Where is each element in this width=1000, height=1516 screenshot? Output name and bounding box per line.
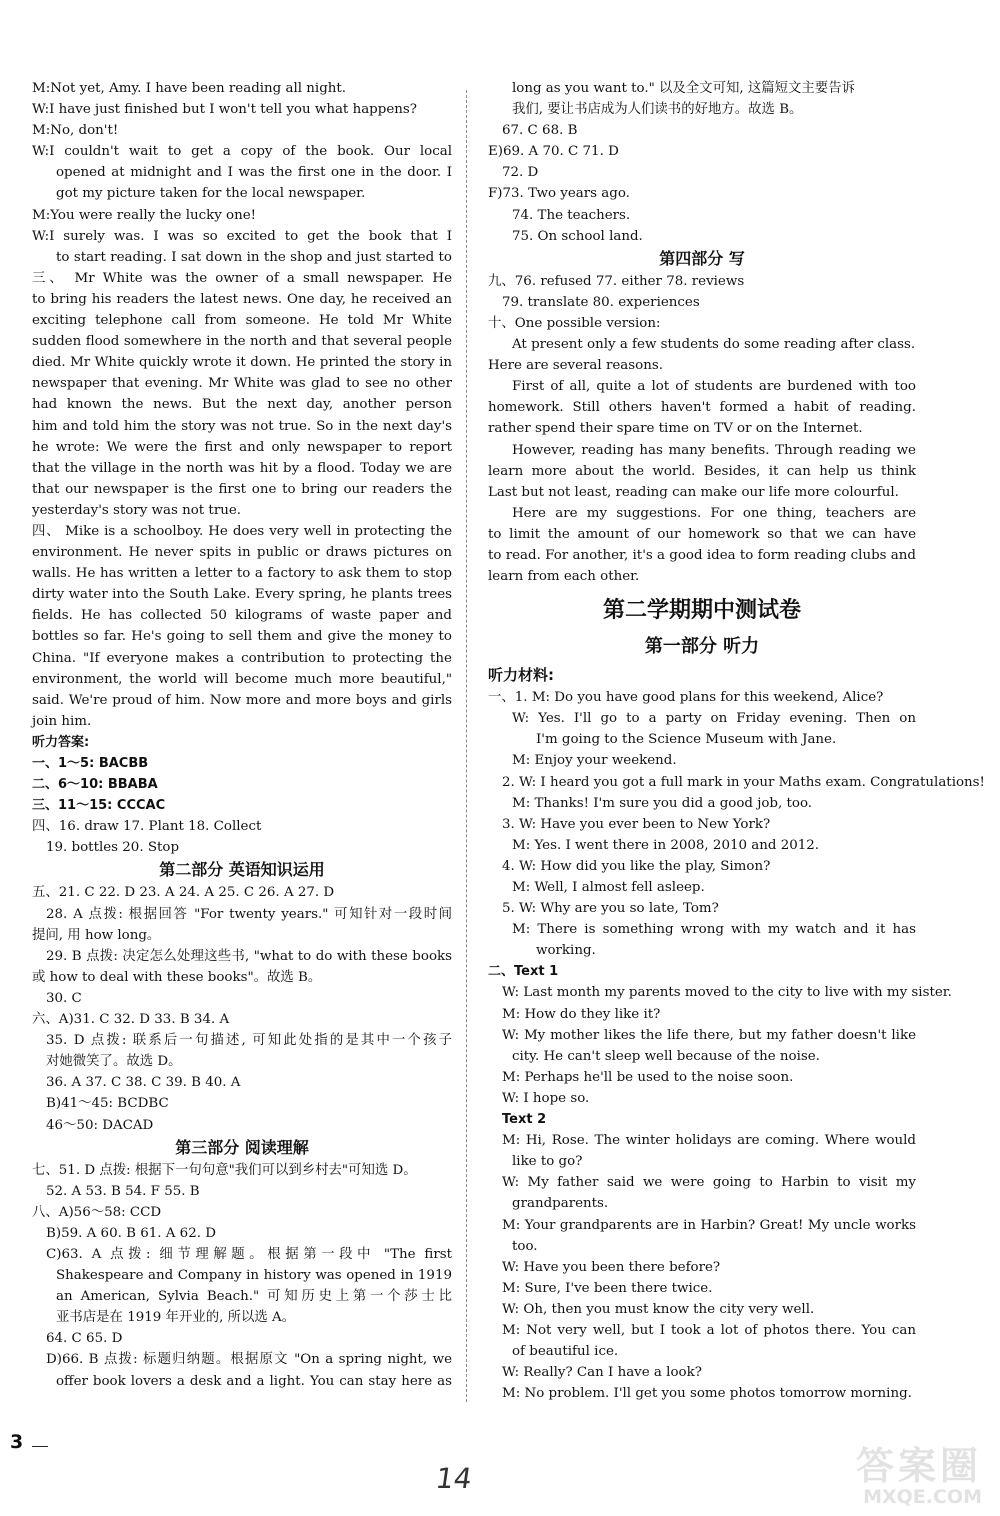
watermark-logo <box>802 1446 982 1512</box>
text-line: to read. For another, it's a good idea to form reading clubs and <box>488 547 916 563</box>
text-line: offer book lovers a desk and a light. You can stay here as <box>56 1373 452 1389</box>
text-line: 四、16. draw 17. Plant 18. Collect <box>32 819 262 835</box>
text-line: 对她微笑了。故选 D。 <box>46 1054 182 1070</box>
text-line: M:Not yet, Amy. I have been reading all night. <box>32 81 347 96</box>
text-line: to bring his readers the latest news. One day, he received an <box>32 291 452 307</box>
text-line: exciting telephone call from someone. He told Mr White <box>32 313 452 329</box>
column-divider <box>466 90 467 1402</box>
left-column <box>32 78 452 1392</box>
text-line: F)73. Two years ago. <box>488 186 630 202</box>
text-line: M: Well, I almost fell asleep. <box>512 880 705 895</box>
text-line: 十、One possible version: <box>488 315 661 331</box>
text-line: that our newspaper is the first one to bring our readers the <box>32 481 452 497</box>
text-line: W: I hope so. <box>502 1090 590 1106</box>
text-line: 19. bottles 20. Stop <box>46 840 180 856</box>
watermark-url: MXQE.COM <box>863 1486 982 1508</box>
text-line: got my picture taken for the local newspaper. <box>56 186 366 202</box>
page-number-rule <box>32 1446 48 1447</box>
text-line: 八、A)56～58: CCD <box>32 1204 162 1220</box>
text-line: Here are several reasons. <box>488 358 663 374</box>
text-line: 30. C <box>46 990 82 1006</box>
text-line: to limit the amount of our homework so that we can have <box>488 526 916 542</box>
text-line: yesterday's story was not true. <box>32 502 242 518</box>
text-line: W: My father said we were going to Harbin to visit my <box>502 1175 916 1191</box>
text-line: W: Yes. I'll go to a party on Friday evening. Then on <box>512 711 916 727</box>
text-line: 35. D 点拨: 联系后一句描述, 可知此处指的是其中一个孩子 <box>46 1033 452 1049</box>
text-line: 三、11～15: CCCAC <box>32 798 166 814</box>
text-line: 29. B 点拨: 决定怎么处理这些书, "what to do with these books <box>46 948 452 964</box>
text-line: rather spend their spare time on TV or on the Internet. <box>488 421 863 437</box>
text-line: to start reading. I sat down in the shop and just started to <box>56 249 452 265</box>
section-heading: 第四部分 写 <box>659 248 745 268</box>
text-line: long as you want to." 以及全文可知, 这篇短文主要告诉 <box>512 81 855 96</box>
text-line: At present only a few students do some reading after class. <box>512 337 916 353</box>
text-line: M: Enjoy your weekend. <box>512 753 677 769</box>
text-line: W: Really? Can I have a look? <box>502 1365 702 1381</box>
text-line: 75. On school land. <box>512 228 643 244</box>
text-line: 九、76. refused 77. either 78. reviews <box>488 273 745 289</box>
text-line: him and told him the story was not true. So in the next day's <box>32 418 452 434</box>
text-line: 2. W: I heard you got a full mark in your Maths exam. Congratulations! <box>502 774 985 790</box>
text-line: 79. translate 80. experiences <box>502 294 700 310</box>
text-line: M: Sure, I've been there twice. <box>502 1280 713 1296</box>
text-line: M: Thanks! I'm sure you did a good job, too. <box>512 795 813 811</box>
text-line: city. He can't sleep well because of the noise. <box>512 1048 820 1064</box>
text-line: Shakespeare and Company in history was opened in 1919 <box>56 1268 452 1284</box>
text-line: 3. W: Have you ever been to New York? <box>502 816 771 832</box>
section-heading: 第二部分 英语知识运用 <box>159 860 325 880</box>
text-line: China. "If everyone makes a contribution to protecting the <box>32 650 452 666</box>
text-line: Text 2 <box>502 1112 547 1128</box>
text-line: M:You were really the lucky one! <box>32 207 257 223</box>
listening-material-heading: 听力材料: <box>488 666 554 685</box>
text-line: fields. He has collected 50 kilograms of waste paper and <box>32 608 452 624</box>
text-line: that the village in the north was hit by a flood. Today we are <box>32 460 452 476</box>
text-line: grandparents. <box>512 1196 609 1212</box>
text-line: M:No, don't! <box>32 123 119 139</box>
text-line: join him. <box>32 713 92 729</box>
text-line: working. <box>536 943 596 959</box>
text-line: M: Not very well, but I took a lot of photos there. You can <box>502 1322 916 1338</box>
text-line: had known the news. But the next day, another person <box>32 397 452 413</box>
text-line: sudden flood somewhere in the north and that several people <box>32 334 452 350</box>
text-line: 5. W: Why are you so late, Tom? <box>502 901 719 917</box>
text-line: died. Mr White quickly wrote it down. He printed the story in <box>32 355 452 371</box>
text-line: he wrote: We were the first and only newspaper to report <box>32 439 452 455</box>
text-line: too. <box>512 1238 538 1254</box>
text-line: First of all, quite a lot of students are burdened with too <box>512 379 916 395</box>
text-line: 64. C 65. D <box>46 1331 123 1347</box>
text-line: M: Yes. I went there in 2008, 2010 and 2012. <box>512 837 820 853</box>
text-line: M: No problem. I'll get you some photos tomorrow morning. <box>502 1386 912 1402</box>
text-line: C)63. A 点拨: 细节理解题。根据第一段中 "The first <box>46 1246 452 1262</box>
text-line: M: Perhaps he'll be used to the noise soon. <box>502 1069 794 1085</box>
text-line: W: Last month my parents moved to the city to live with my sister. <box>502 985 952 1001</box>
text-line: walls. He has written a letter to a factory to ask them to stop <box>32 566 452 582</box>
text-line: an American, Sylvia Beach." 可知历史上第一个莎士比 <box>56 1289 452 1305</box>
text-line: M: There is something wrong with my watch and it has <box>512 922 916 938</box>
text-line: opened at midnight and I was the first one in the door. I <box>56 165 452 181</box>
text-line: W:I surely was. I was so excited to get the book that I <box>32 228 452 244</box>
text-line: 一、1. M: Do you have good plans for this weekend, Alice? <box>488 690 884 706</box>
text-line: learn more about the world. Besides, it can help us think <box>488 463 916 479</box>
text-line: dirty water into the South Lake. Every spring, he plants trees <box>32 587 452 603</box>
text-line: of beautiful ice. <box>512 1344 619 1360</box>
watermark-text: 答案圈 <box>855 1444 982 1488</box>
text-line: 74. The teachers. <box>512 207 631 223</box>
text-line: I'm going to the Science Museum with Jane. <box>536 732 837 748</box>
text-line: W: Oh, then you must know the city very well. <box>502 1301 815 1317</box>
text-line: 听力答案: <box>32 734 90 750</box>
text-line: M: How do they like it? <box>502 1006 661 1022</box>
text-line: 我们, 要让书店成为人们读书的好地方。故选 B。 <box>512 102 803 118</box>
text-line: 46～50: DACAD <box>46 1117 154 1133</box>
text-line: Last but not least, reading can make our life more colourful. <box>488 484 899 500</box>
text-line: said. We're proud of him. Now more and more boys and girls <box>32 692 452 708</box>
text-line: 67. C 68. B <box>502 123 578 139</box>
text-line: Here are my suggestions. For one thing, teachers are <box>512 505 916 521</box>
text-line: W:I have just finished but I won't tell you what happens? <box>32 102 417 118</box>
right-column <box>488 78 985 1404</box>
text-line: 52. A 53. B 54. F 55. B <box>46 1183 200 1199</box>
text-line: However, reading has many benefits. Through reading we <box>512 442 916 458</box>
text-line: 三、 Mr White was the owner of a small newspaper. He <box>32 270 452 286</box>
text-line: M: Your grandparents are in Harbin? Great! My uncle works <box>502 1217 916 1233</box>
text-line: bottles so far. He's going to sell them and give the money to <box>32 629 452 645</box>
text-line: M: Hi, Rose. The winter holidays are coming. Where would <box>502 1133 916 1149</box>
text-line: B)59. A 60. B 61. A 62. D <box>46 1225 216 1241</box>
text-line: D)66. B 点拨: 标题归纳题。根据原文 "On a spring night, we <box>46 1352 452 1368</box>
test-title: 第二学期期中测试卷 <box>602 598 801 624</box>
text-line: environment. He never spits in public or draws pictures on <box>32 545 452 561</box>
text-line: 六、A)31. C 32. D 33. B 34. A <box>32 1012 230 1028</box>
text-line: W:I couldn't wait to get a copy of the book. Our local <box>32 144 452 160</box>
text-line: 72. D <box>502 165 539 181</box>
text-line: B)41～45: BCDBC <box>46 1096 169 1112</box>
text-line: 七、51. D 点拨: 根据下一句句意"我们可以到乡村去"可知选 D。 <box>32 1162 417 1178</box>
text-line: like to go? <box>512 1154 583 1170</box>
text-line: 亚书店是在 1919 年开业的, 所以选 A。 <box>56 1310 296 1326</box>
text-line: 36. A 37. C 38. C 39. B 40. A <box>46 1075 241 1091</box>
text-line: learn from each other. <box>488 569 640 585</box>
text-line: 二、6～10: BBABA <box>32 777 158 793</box>
section-heading: 第三部分 阅读理解 <box>175 1137 309 1157</box>
text-line: 4. W: How did you like the play, Simon? <box>502 858 771 874</box>
text-line: W: My mother likes the life there, but my father doesn't like <box>502 1027 916 1043</box>
text-line: 四、 Mike is a schoolboy. He does very well in protecting the <box>32 523 452 539</box>
text-line: 提问, 用 how long。 <box>32 927 161 943</box>
page-number: 3 <box>10 1431 24 1453</box>
text-line: newspaper that evening. Mr White was glad to see no other <box>32 376 452 392</box>
text-line: E)69. A 70. C 71. D <box>488 144 619 160</box>
text-line: homework. Still others haven't formed a habit of reading. <box>488 400 916 416</box>
text-line: environment, the world will become much more beautiful," <box>32 671 452 687</box>
section-heading: 第一部分 听力 <box>644 636 760 658</box>
text-line: 五、21. C 22. D 23. A 24. A 25. C 26. A 27. D <box>32 885 335 901</box>
text-line: 28. A 点拨: 根据回答 "For twenty years." 可知针对一段时间 <box>46 906 452 922</box>
text-line: 或 how to deal with these books"。故选 B。 <box>32 969 322 985</box>
text-line: 一、1～5: BACBB <box>32 756 149 771</box>
text-line: W: Have you been there before? <box>502 1259 721 1275</box>
text-line: 二、Text 1 <box>488 964 559 980</box>
handwritten-number: 14 <box>433 1462 474 1495</box>
